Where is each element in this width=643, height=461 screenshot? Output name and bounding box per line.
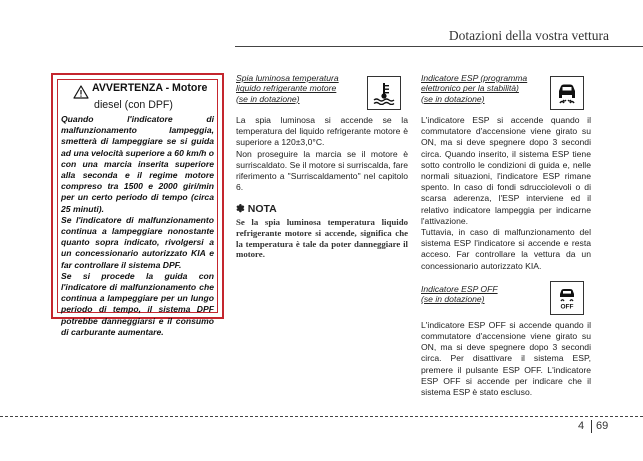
header-rule: [235, 46, 643, 47]
nota-asterisk-icon: ✽: [236, 203, 245, 216]
warning-paragraph: Se si procede la guida con l'indicatore di malfunzionamento che continua a lampeggiare per un lungo periodo di tempo, il sistema DPF potrebbe danneggiarsi e il consumo di carburante aumentare.: [61, 270, 214, 337]
warning-box-inner: [57, 79, 218, 337]
coolant-text-2: Non proseguire la marcia se il motore è surriscaldato. Se il motore si surriscalda, fare riferimento a "Surriscaldamento" nel capitolo 6.: [236, 148, 408, 193]
esp-off-heading: Indicatore ESP OFF (se in dotazione): [421, 283, 498, 305]
coolant-text-1: La spia luminosa si accende se la temperatura del liquido refrigerante motore è superiore a 120±3,0°C.: [236, 115, 408, 148]
warning-paragraph: Se l'indicatore di malfunzionamento continua a lampeggiare nonostante quanto sopra indicato, rivolgersi a un concessionario autorizzato KIA e far controllare il sistema DPF.: [61, 214, 214, 270]
coolant-section: [236, 73, 408, 260]
warning-title: AVVERTENZA - Motore: [92, 82, 208, 94]
esp-off-icon: [550, 281, 584, 315]
esp-off-icon-label: OFF: [560, 303, 574, 310]
warning-body: [61, 114, 214, 338]
warning-box: [51, 73, 224, 337]
esp-text-2: Tuttavia, in caso di malfunzionamento del sistema ESP l'indicatore si accende e resta acceso. Far controllare la vettura da un concessionario autorizzato KIA.: [421, 227, 591, 271]
warning-paragraph: Quando l'indicatore di malfunzionamento lampeggia, smetterà di lampeggiare se si guida ad una velocità superiore a 60 km/h o con una marcia inserita superiore alla seconda e il regime motore compreso tra 1500 e 2000 giri/min per un certo periodo di tempo (circa 25 minuti).: [61, 114, 214, 214]
coolant-heading: Spia luminosa temperatura liquido refrigerante motore (se in dotazione): [236, 73, 339, 104]
esp-off-text: L'indicatore ESP OFF si accende quando il commutatore d'accensione viene girato su ON, ma si deve spegnere dopo 3 secondi circa. Per disattivare il sistema ESP, premere il pulsante ESP OFF. L'indicatore ESP OFF si accende per indicare che il sistema ESP è stato escluso.: [421, 319, 591, 398]
page-number: 69: [591, 420, 608, 433]
esp-section: [421, 73, 591, 398]
esp-heading: Indicatore ESP (programma elettronico per la stabilità) (se in dotazione): [421, 73, 528, 104]
warning-triangle-icon: [73, 85, 89, 99]
esp-skid-icon: [550, 76, 584, 110]
esp-text-1: L'indicatore ESP si accende quando il commutatore d'accensione viene girato su ON, ma si deve spegnere dopo 3 secondi circa. Quando inserito, il sistema ESP tiene sotto controllo le condizioni di guida e, nelle normali situazioni, l'indicatore ESP rimane spento. In caso di fondi sdrucciolevoli o di scarsa aderenza, l'ESP interviene ed il relativo indicatore lampeggia per indicarne l'attivazione.: [421, 115, 591, 226]
nota-heading: [236, 203, 408, 215]
page-header-title: Dotazioni della vostra vettura: [448, 28, 609, 43]
warning-subtitle: diesel (con DPF): [94, 99, 173, 111]
warning-header: [61, 82, 214, 99]
nota-text: Se la spia luminosa temperatura liquido refrigerante motore si accende, significa che la temperatura è tale da poter danneggiare il motore.: [236, 217, 408, 260]
coolant-temperature-icon: [367, 76, 401, 110]
footer-rule: [0, 416, 643, 417]
nota-label: NOTA: [247, 203, 277, 216]
chapter-number: 4: [578, 420, 585, 432]
